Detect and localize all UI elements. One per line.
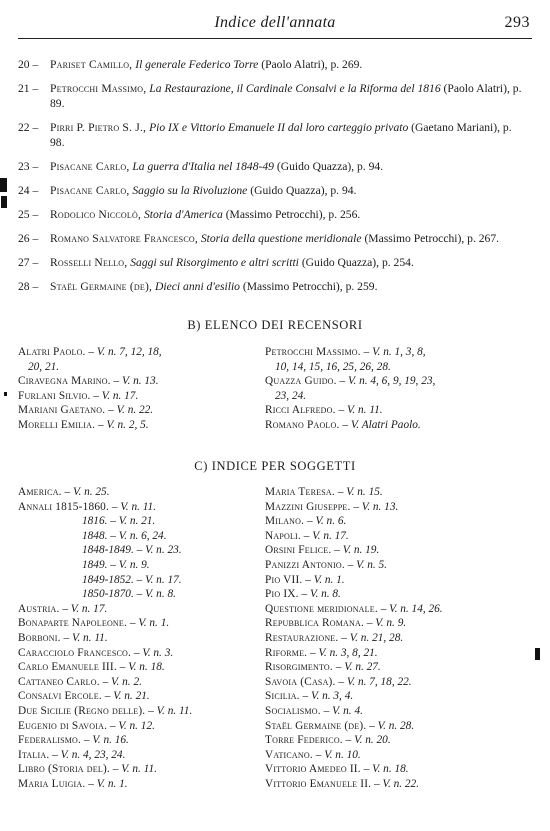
reviewers-left-column bbox=[18, 345, 258, 433]
index-term: Caracciolo Francesco. bbox=[18, 646, 132, 659]
entry-text bbox=[50, 207, 528, 222]
index-reference: – V. n. 25. bbox=[64, 486, 110, 498]
subject-row bbox=[265, 704, 540, 719]
index-subterm: 1849-1852. bbox=[82, 573, 134, 586]
index-term: Italia. bbox=[18, 748, 50, 761]
index-term: Ciravegna Marino. bbox=[18, 375, 111, 388]
index-term: Restaurazione. bbox=[265, 631, 339, 644]
index-reference: – V. n. 13. bbox=[113, 375, 159, 388]
review-entry bbox=[18, 159, 528, 174]
review-entry bbox=[18, 120, 528, 150]
index-reference: – V. n. 12. bbox=[109, 719, 155, 732]
index-term: Furlani Silvio. bbox=[18, 389, 91, 402]
index-reference: – V. n. 27. bbox=[335, 661, 381, 674]
entry-text bbox=[50, 159, 528, 174]
entry-title: La Restaurazione, il Cardinale Consalvi e la Riforma del 1816 bbox=[149, 82, 441, 95]
reviewer-row bbox=[18, 389, 258, 404]
subject-row bbox=[265, 500, 540, 515]
subject-row bbox=[18, 733, 263, 748]
index-term: Eugenio di Savoia. bbox=[18, 719, 108, 732]
subject-row bbox=[18, 762, 263, 777]
index-term: Morelli Emilia. bbox=[18, 418, 96, 431]
entry-text bbox=[50, 279, 528, 294]
index-reference: – V. n. 20. bbox=[345, 734, 391, 747]
index-term: Questione meridionale. bbox=[265, 602, 378, 615]
index-reference: – V. n. 3. bbox=[133, 646, 174, 659]
index-term: Pio IX. bbox=[265, 588, 299, 601]
index-reference: – V. n. 1, 3, 8, bbox=[363, 346, 426, 358]
subject-row bbox=[265, 587, 540, 602]
page-number: 293 bbox=[504, 14, 530, 31]
index-term: Savoia (Casa). bbox=[265, 675, 336, 688]
scan-artifact-mark bbox=[535, 648, 540, 660]
index-term: Maria Luigia. bbox=[18, 777, 86, 790]
index-reference: – V. n. 4, 6, 9, 19, 23, bbox=[339, 375, 436, 388]
entry-author: Rodolico Niccolò, bbox=[50, 208, 142, 221]
index-term: Federalismo. bbox=[18, 734, 82, 747]
entry-author: Pisacane Carlo, bbox=[50, 184, 130, 197]
entry-number: 26 – bbox=[18, 232, 39, 245]
reviewer-row bbox=[18, 374, 258, 389]
index-reference: – V. n. 22. bbox=[108, 404, 154, 417]
index-reference: – V. n. 11. bbox=[338, 404, 383, 417]
index-reference: – V. n. 17. bbox=[93, 389, 139, 402]
index-reference: – V. n. 21, 28. bbox=[341, 631, 404, 644]
index-reference: – V. n. 14, 26. bbox=[380, 602, 443, 615]
subject-row bbox=[18, 587, 263, 602]
index-term: Panizzi Antonio. bbox=[265, 558, 345, 571]
entry-title: Storia della questione meridionale bbox=[200, 232, 362, 245]
index-reference: – V. n. 7, 18, 22. bbox=[338, 675, 412, 688]
subject-row bbox=[18, 616, 263, 631]
index-term: Annali 1815-1860. bbox=[18, 500, 110, 513]
entry-reviewer-page: (Paolo Alatri), p. 269. bbox=[261, 58, 363, 71]
entry-number: 27 – bbox=[18, 256, 39, 269]
subject-row bbox=[18, 675, 263, 690]
entry-text bbox=[50, 57, 528, 72]
entry-text bbox=[50, 81, 528, 111]
entry-reviewer-page: (Guido Quazza), p. 94. bbox=[276, 160, 384, 173]
index-reference: – V. n. 28. bbox=[369, 719, 415, 732]
index-term: Mariani Gaetano. bbox=[18, 404, 106, 417]
entry-author: Staël Germaine (de), bbox=[50, 280, 153, 293]
index-reference: – V. n. 5. bbox=[347, 558, 388, 571]
entry-number: 28 – bbox=[18, 280, 39, 293]
subject-row bbox=[265, 777, 540, 792]
entry-author: Petrocchi Massimo, bbox=[50, 82, 147, 95]
index-reference: – V. n. 2. bbox=[102, 675, 142, 688]
index-term: Vittorio Amedeo II. bbox=[265, 763, 361, 776]
index-reference: – V. n. 19. bbox=[334, 544, 380, 557]
subject-row bbox=[18, 777, 263, 792]
index-term: Milano. bbox=[265, 515, 305, 528]
section-c-title: C) INDICE PER SOGGETTI bbox=[194, 459, 356, 473]
index-term: Ricci Alfredo. bbox=[265, 404, 336, 417]
subject-row bbox=[18, 500, 263, 515]
index-reference: – V. n. 18. bbox=[363, 763, 409, 776]
index-term: Orsini Felice. bbox=[265, 544, 332, 557]
subject-row bbox=[265, 719, 540, 734]
entry-title: Storia d'America bbox=[143, 208, 223, 221]
scan-artifact-mark bbox=[1, 196, 7, 208]
index-reference: – V. n. 8. bbox=[136, 588, 176, 601]
index-reference: – V. n. 3, 4. bbox=[302, 690, 354, 703]
subject-row bbox=[265, 675, 540, 690]
reviewer-row bbox=[18, 403, 258, 418]
index-reference: – V. n. 7, 12, 18, bbox=[88, 346, 162, 358]
reviewer-row bbox=[265, 418, 540, 433]
reviewer-row bbox=[265, 374, 540, 389]
subject-row bbox=[265, 514, 540, 529]
index-term: Socialismo. bbox=[265, 704, 321, 717]
entry-author: Romano Salvatore Francesco, bbox=[50, 232, 198, 245]
index-term: Libro (Storia del). bbox=[18, 763, 110, 776]
subject-row bbox=[18, 704, 263, 719]
entry-number: 23 – bbox=[18, 160, 39, 173]
index-reference: – V. n. 23. bbox=[136, 544, 182, 557]
index-term: Romano Paolo. bbox=[265, 418, 340, 431]
index-reference: – V. n. 15. bbox=[337, 486, 383, 498]
entry-number: 20 – bbox=[18, 58, 39, 71]
subject-row bbox=[18, 485, 263, 500]
index-term: Carlo Emanuele III. bbox=[18, 661, 117, 674]
entry-reviewer-page: (Guido Quazza), p. 254. bbox=[301, 256, 414, 269]
subject-row bbox=[265, 660, 540, 675]
index-reference: – V. n. 1. bbox=[305, 573, 345, 586]
subject-row bbox=[18, 646, 263, 661]
index-term: Austria. bbox=[18, 602, 60, 615]
entry-number: 21 – bbox=[18, 82, 39, 95]
review-entry bbox=[18, 81, 528, 111]
index-reference: – V. n. 2, 5. bbox=[97, 418, 149, 431]
entry-title: Saggio su la Rivoluzione bbox=[132, 184, 248, 197]
subject-row bbox=[265, 689, 540, 704]
index-term: America. bbox=[18, 486, 62, 498]
entry-reviewer-page: (Gaetano Mariani), p. 98. bbox=[50, 121, 512, 149]
scan-artifact-mark bbox=[0, 178, 7, 192]
index-term: Pio VII. bbox=[265, 573, 303, 586]
index-reference: – V. n. 17. bbox=[303, 529, 349, 542]
index-reference: – V. n. 9. bbox=[366, 617, 407, 630]
index-reference: – V. n. 11. bbox=[111, 500, 157, 513]
index-reference: – V. n. 8. bbox=[301, 588, 341, 601]
index-reference: – V. n. 3, 8, 21. bbox=[310, 646, 378, 659]
index-term: Consalvi Ercole. bbox=[18, 690, 102, 703]
header-title: Indice dell'annata bbox=[214, 14, 336, 31]
index-reference: – V. n. 18. bbox=[119, 661, 165, 674]
entry-author: Pariset Camillo, bbox=[50, 58, 133, 71]
review-entry bbox=[18, 183, 528, 198]
review-entry bbox=[18, 231, 528, 246]
index-term: Petrocchi Massimo. bbox=[265, 346, 361, 358]
index-reference-continued: 20, 21. bbox=[28, 360, 60, 373]
subject-row bbox=[265, 733, 540, 748]
index-reference-continued: 23, 24. bbox=[275, 389, 307, 402]
review-entry bbox=[18, 57, 528, 72]
entry-text bbox=[50, 231, 528, 246]
index-term: Alatri Paolo. bbox=[18, 346, 86, 358]
index-reference: – V. n. 6. bbox=[306, 515, 347, 528]
subject-row bbox=[265, 573, 540, 588]
entry-author: Pirri P. Pietro S. J., bbox=[50, 121, 147, 134]
index-reference: – V. n. 11. bbox=[112, 763, 157, 776]
subject-row bbox=[265, 558, 540, 573]
index-term: Due Sicilie (Regno delle). bbox=[18, 704, 146, 717]
index-reference: – V. n. 16. bbox=[83, 734, 129, 747]
index-reference: – V. n. 17. bbox=[62, 602, 108, 615]
index-reference: – V. Alatri Paolo. bbox=[342, 418, 421, 431]
entry-text bbox=[50, 183, 528, 198]
index-term: Vaticano. bbox=[265, 748, 313, 761]
entry-number: 22 – bbox=[18, 121, 39, 134]
index-reference: – V. n. 1. bbox=[129, 617, 170, 630]
subject-row bbox=[265, 529, 540, 544]
entry-title: La guerra d'Italia nel 1848-49 bbox=[132, 160, 274, 173]
subject-row bbox=[18, 573, 263, 588]
entry-reviewer-page: (Massimo Petrocchi), p. 256. bbox=[225, 208, 361, 221]
review-entries-list bbox=[18, 57, 528, 303]
index-term: Risorgimento. bbox=[265, 661, 333, 674]
index-reference: – V. n. 11. bbox=[148, 704, 193, 717]
index-reference: – V. n. 13. bbox=[353, 500, 399, 513]
index-reference: – V. n. 4. bbox=[323, 704, 363, 717]
entry-number: 24 – bbox=[18, 184, 39, 197]
entry-title: Dieci anni d'esilio bbox=[155, 280, 240, 293]
subject-row bbox=[18, 558, 263, 573]
index-term: Cattaneo Carlo. bbox=[18, 675, 100, 688]
scan-artifact-mark bbox=[4, 392, 7, 396]
subjects-right-column bbox=[265, 485, 540, 791]
subject-row bbox=[18, 543, 263, 558]
reviewer-row bbox=[18, 345, 258, 360]
subject-row bbox=[265, 646, 540, 661]
entry-author: Rosselli Nello, bbox=[50, 256, 128, 269]
subject-row bbox=[265, 748, 540, 763]
subjects-left-column bbox=[18, 485, 263, 791]
index-term: Napoli. bbox=[265, 529, 301, 542]
reviewer-row bbox=[18, 418, 258, 433]
index-term: Maria Teresa. bbox=[265, 486, 335, 498]
index-reference: – V. n. 17. bbox=[136, 573, 182, 586]
subject-row bbox=[265, 616, 540, 631]
entry-title: Pio IX e Vittorio Emanuele II dal loro carteggio privato bbox=[149, 121, 409, 134]
index-term: Riforme. bbox=[265, 646, 308, 659]
index-subterm: 1848-1849. bbox=[82, 544, 134, 557]
entry-reviewer-page: (Paolo Alatri), p. 89. bbox=[50, 82, 522, 110]
subject-row bbox=[18, 514, 263, 529]
entry-author: Pisacane Carlo, bbox=[50, 160, 130, 173]
index-term: Vittorio Emanuele II. bbox=[265, 777, 372, 790]
entry-text bbox=[50, 120, 528, 150]
index-reference: – V. n. 11. bbox=[63, 631, 108, 644]
entry-text bbox=[50, 255, 528, 270]
index-subterm: 1850-1870. bbox=[82, 588, 134, 601]
subject-row bbox=[265, 762, 540, 777]
index-term: Mazzini Giuseppe. bbox=[265, 500, 351, 513]
index-term: Staël Germaine (de). bbox=[265, 719, 367, 732]
subject-row bbox=[265, 631, 540, 646]
index-reference: – V. n. 1. bbox=[88, 777, 128, 790]
index-term: Bonaparte Napoleone. bbox=[18, 617, 128, 630]
index-subterm: 1849. bbox=[82, 558, 108, 571]
subject-row bbox=[265, 602, 540, 617]
index-reference: – V. n. 10. bbox=[315, 748, 361, 761]
subject-row bbox=[18, 660, 263, 675]
subject-row bbox=[18, 748, 263, 763]
running-header bbox=[18, 14, 532, 39]
index-reference: – V. n. 4, 23, 24. bbox=[52, 748, 126, 761]
entry-title: Il generale Federico Torre bbox=[135, 58, 259, 71]
entry-number: 25 – bbox=[18, 208, 39, 221]
index-reference: – V. n. 6, 24. bbox=[110, 529, 167, 542]
entry-reviewer-page: (Guido Quazza), p. 94. bbox=[250, 184, 357, 197]
subject-row bbox=[265, 543, 540, 558]
subject-row bbox=[18, 529, 263, 544]
index-term: Quazza Guido. bbox=[265, 375, 337, 388]
reviewer-row bbox=[265, 403, 540, 418]
index-reference: – V. n. 22. bbox=[374, 777, 420, 790]
index-subterm: 1848. bbox=[82, 529, 108, 542]
subject-row bbox=[265, 485, 540, 500]
index-term: Sicilia. bbox=[265, 690, 300, 703]
section-b-title: B) ELENCO DEI RECENSORI bbox=[187, 318, 363, 332]
index-reference: – V. n. 21. bbox=[110, 515, 156, 528]
reviewer-row bbox=[265, 345, 540, 360]
index-reference: – V. n. 21. bbox=[104, 690, 150, 703]
entry-reviewer-page: (Massimo Petrocchi), p. 259. bbox=[242, 280, 378, 293]
index-term: Repubblica Romana. bbox=[265, 617, 364, 630]
entry-title: Saggi sul Risorgimento e altri scritti bbox=[130, 256, 299, 269]
index-reference: – V. n. 9. bbox=[110, 558, 150, 571]
subject-row bbox=[18, 602, 263, 617]
index-subterm: 1816. bbox=[82, 515, 108, 528]
subject-row bbox=[18, 719, 263, 734]
subject-row bbox=[18, 631, 263, 646]
review-entry bbox=[18, 279, 528, 294]
index-term: Borboni. bbox=[18, 631, 61, 644]
index-term: Torre Federico. bbox=[265, 734, 343, 747]
review-entry bbox=[18, 207, 528, 222]
review-entry bbox=[18, 255, 528, 270]
subject-row bbox=[18, 689, 263, 704]
reviewers-right-column bbox=[265, 345, 540, 433]
entry-reviewer-page: (Massimo Petrocchi), p. 267. bbox=[364, 232, 500, 245]
index-reference-continued: 10, 14, 15, 16, 25, 26, 28. bbox=[275, 360, 391, 373]
